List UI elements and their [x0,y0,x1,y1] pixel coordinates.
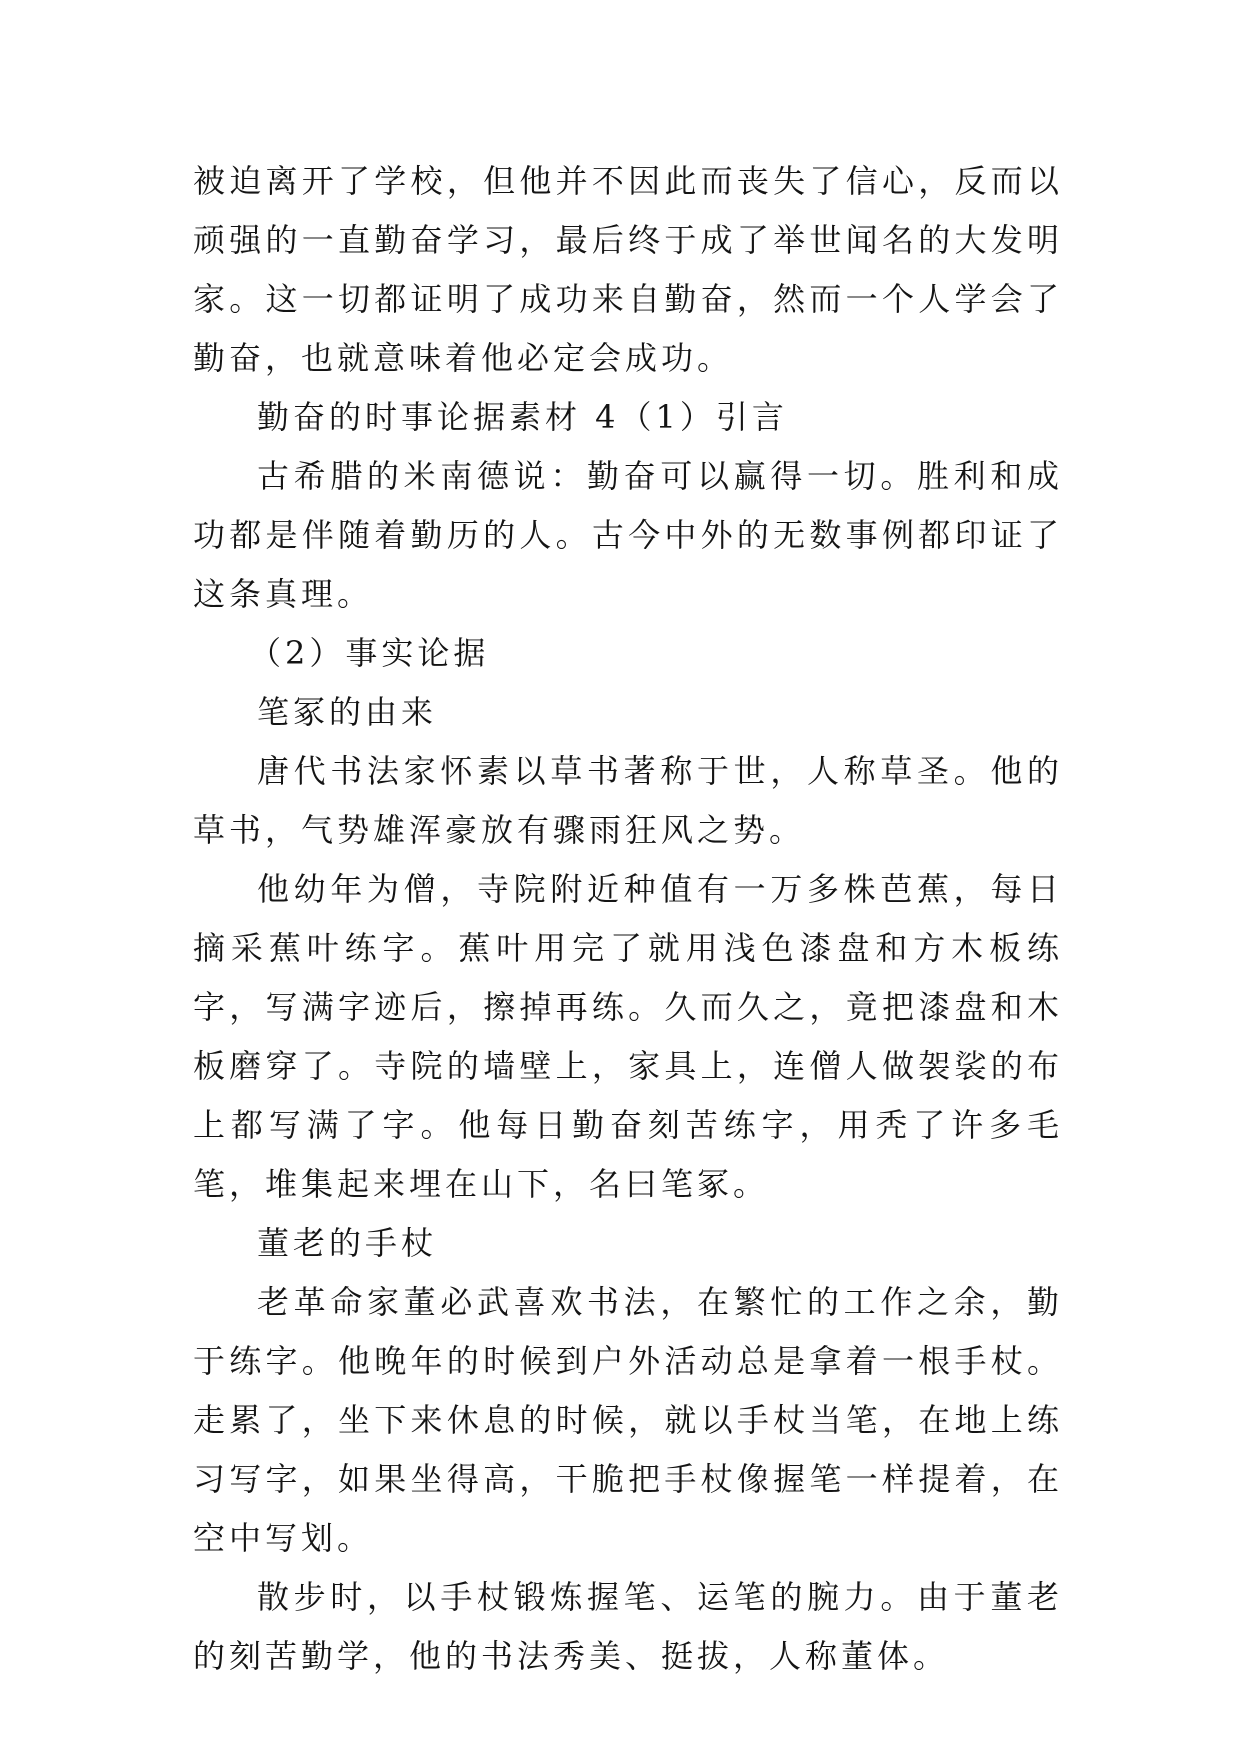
subsection-heading-facts: （2）事实论据 [249,634,490,672]
document-body [193,152,1063,1686]
paragraph-huaisu-story: 他幼年为僧，寺院附近种值有一万多株芭蕉，每日摘采蕉叶练字。蕉叶用完了就用浅色漆盘和方木板练字，写满字迹后，擦掉再练。久而久之，竟把漆盘和木板磨穿了。寺院的墙壁上，家具上，连僧人做袈裟的布上都写满了字。他每日勤奋刻苦练字，用秃了许多毛笔，堆集起来埋在山下，名曰笔冢。 [193,870,1063,1203]
paragraph-dong-story: 老革命家董必武喜欢书法，在繁忙的工作之余，勤于练字。他晚年的时候到户外活动总是拿着一根手杖。走累了，坐下来休息的时候，就以手杖当笔，在地上练习写字，如果坐得高，干脆把手杖像握笔一样提着，在空中写划。 [193,1283,1063,1557]
paragraph-huaisu-intro: 唐代书法家怀素以草书著称于世，人称草圣。他的草书，气势雄浑豪放有骤雨狂风之势。 [193,752,1063,849]
section-title: 勤奋的时事论据素材 4 [257,398,620,436]
story-title-biza: 笔冢的由来 [257,693,438,731]
paragraph-quote: 古希腊的米南德说：勤奋可以赢得一切。胜利和成功都是伴随着勤历的人。古今中外的无数事例都印证了这条真理。 [193,457,1063,613]
story-title-cane: 董老的手杖 [257,1224,438,1262]
paragraph-dong-conclusion: 散步时，以手杖锻炼握笔、运笔的腕力。由于董老的刻苦勤学，他的书法秀美、挺拔，人称董体。 [193,1578,1063,1675]
section-heading [193,388,1063,447]
paragraph-continuation: 被迫离开了学校，但他并不因此而丧失了信心，反而以顽强的一直勤奋学习，最后终于成了举世闻名的大发明家。这一切都证明了成功来自勤奋，然而一个人学会了勤奋，也就意味着他必定会成功。 [193,162,1063,377]
subsection-intro-label: （1）引言 [619,398,788,436]
